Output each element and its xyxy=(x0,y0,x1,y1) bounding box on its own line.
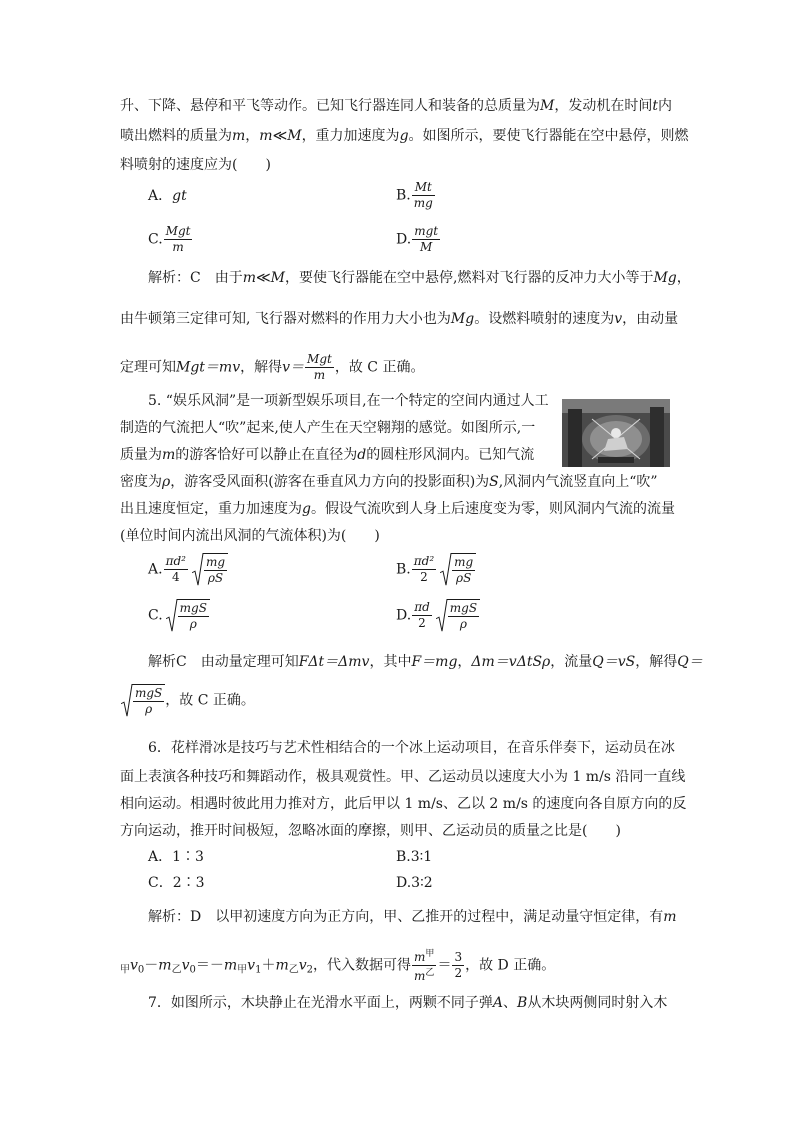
q5-line-3: 质量为m的游客恰好可以静止在直径为d的圆柱形风洞内。已知气流 xyxy=(120,447,535,463)
q5-option-a-fraction: $\frac{\text{πd²}}{4}$ xyxy=(165,554,186,584)
q5-option-c: C. $\frac{\text{mgS}}{\rho}$ xyxy=(148,599,210,632)
q4-option-d: D. $\frac{\text{mgt}}{M}$ xyxy=(396,224,439,254)
q4-option-b-fraction: $\frac{Mt}{mg}$ xyxy=(413,180,433,210)
q4-line-2: 喷出燃料的质量为m，m≪M，重力加速度为g。如图所示，要使飞行器能在空中悬停，则燃 xyxy=(120,128,689,144)
q5-line-1: 5. “娱乐风洞”是一项新型娱乐项目,在一个特定的空间内通过人工 xyxy=(148,393,549,409)
q5-line-4: 密度为ρ，游客受风面积(游客在垂直风力方向的投影面积)为S,风洞内气流竖直向上“吹” xyxy=(120,474,658,490)
wind-tunnel-photo xyxy=(562,399,670,467)
q4-solution-line-2: 由牛顿第三定律可知, 飞行器对燃料的作用力大小也为Mg。设燃料喷射的速度为v，由动量 xyxy=(120,311,679,327)
q5-option-b-fraction: $\frac{\text{πd²}}{2}$ xyxy=(413,554,435,584)
q6-option-c: C．2∶3 xyxy=(148,875,205,891)
wind-tunnel-illustration xyxy=(562,399,670,467)
q6-mass-ratio-fraction: $\frac{m^甲}{m^乙}$ xyxy=(414,949,435,983)
q6-line-3: 相向运动。相遇时彼此用力推对方，此后甲以 1 m/s、乙以 2 m/s 的速度向各自原方向的反 xyxy=(120,796,687,812)
q5-option-d: D. $\frac{\pi d}{2}$ $\frac{\text{mgS}}{\rho}$ xyxy=(396,599,480,632)
q4-option-c-fraction: $\frac{\text{Mgt}}{m}$ xyxy=(165,224,191,254)
q5-option-b-sqrt: $\frac{mg}{\rho S}$ xyxy=(440,553,476,586)
q6-line-2: 面上表演各种技巧和舞蹈动作，极具观赏性。甲、乙运动员以速度大小为 1 m/s 沿同一直线 xyxy=(120,769,686,785)
q4-solution-line-3: 定理可知Mgt＝mv，解得v＝ $\frac{\text{Mgt}}{m}$ ，故 C 正确。 xyxy=(120,352,425,382)
q6-solution-line-2: $_甲v_0-m_乙v_0=-m_甲v_1+m_乙v_2$，代入数据可得 $\frac{m^甲}{m^乙}$ ＝ $\frac{3}{2}$ ，故 D 正确。 xyxy=(120,949,556,983)
radical-sign-icon xyxy=(440,553,452,586)
q5-solution-sqrt: $\frac{\text{mgS}}{\rho}$ xyxy=(121,684,165,717)
q4-option-a: A．gt xyxy=(148,188,187,204)
radical-sign-icon xyxy=(121,684,133,717)
radical-sign-icon xyxy=(192,553,204,586)
q5-solution-line-2: $\frac{\text{mgS}}{\rho}$ ，故 C 正确。 xyxy=(118,684,255,717)
q6-line-1: 6．花样滑冰是技巧与艺术性相结合的一个冰上运动项目，在音乐伴奏下，运动员在冰 xyxy=(148,740,675,756)
q6-option-a: A．1∶3 xyxy=(148,849,204,865)
radical-sign-icon xyxy=(166,599,178,632)
q5-option-d-sqrt: $\frac{\text{mgS}}{\rho}$ xyxy=(436,599,480,632)
q5-option-a-sqrt: $\frac{mg}{\rho S}$ xyxy=(192,553,228,586)
q5-option-c-sqrt: $\frac{\text{mgS}}{\rho}$ xyxy=(166,599,210,632)
q4-line-1: 升、下降、悬停和平飞等动作。已知飞行器连同人和装备的总质量为M，发动机在时间t内 xyxy=(120,98,672,114)
q4-line-3: 料喷射的速度应为( ) xyxy=(120,157,271,173)
q6-line-4: 方向运动，推开时间极短，忽略冰面的摩擦，则甲、乙运动员的质量之比是( ) xyxy=(120,823,621,839)
q5-line-2: 制造的气流把人“吹”起来,使人产生在天空翱翔的感觉。如图所示,一 xyxy=(120,420,536,436)
q6-option-b: B.3∶1 xyxy=(396,849,433,865)
radical-sign-icon xyxy=(436,599,448,632)
q4-solution-fraction: $\frac{\text{Mgt}}{m}$ xyxy=(307,352,332,382)
q5-option-a: A. $\frac{\text{πd²}}{4}$ $\frac{mg}{\rho S}$ xyxy=(148,553,228,586)
q4-solution-line-1: 解析：C 由于m≪M，要使飞行器能在空中悬停,燃料对飞行器的反冲力大小等于Mg， xyxy=(148,270,691,286)
q5-solution-line-1: 解析C 由动量定理可知FΔt＝Δmv，其中F＝mg，Δm＝vΔtSρ，流量Q＝vS，解得Q＝ xyxy=(148,654,703,670)
q5-line-6: (单位时间内流出风洞的气流体积)为( ) xyxy=(120,528,380,544)
q4-option-d-fraction: $\frac{\text{mgt}}{M}$ xyxy=(414,224,439,254)
q5-option-b: B. $\frac{\text{πd²}}{2}$ $\frac{mg}{\rho S}$ xyxy=(396,553,476,586)
q5-option-d-fraction: $\frac{\pi d}{2}$ xyxy=(414,600,430,630)
q7-line-1: 7．如图所示，木块静止在光滑水平面上，两颗不同子弹A、B从木块两侧同时射入木 xyxy=(148,995,668,1011)
q5-line-5: 出且速度恒定，重力加速度为g。假设气流吹到人身上后速度变为零，则风洞内气流的流量 xyxy=(120,501,675,517)
q6-option-d: D.3∶2 xyxy=(396,875,433,891)
q6-solution-line-1: 解析：D 以甲初速度方向为正方向，甲、乙推开的过程中，满足动量守恒定律，有m xyxy=(148,909,677,925)
q4-option-c: C. $\frac{\text{Mgt}}{m}$ xyxy=(148,224,191,254)
q6-result-fraction: $\frac{3}{2}$ xyxy=(454,950,463,980)
q4-option-b: B. $\frac{Mt}{mg}$ xyxy=(396,180,433,210)
